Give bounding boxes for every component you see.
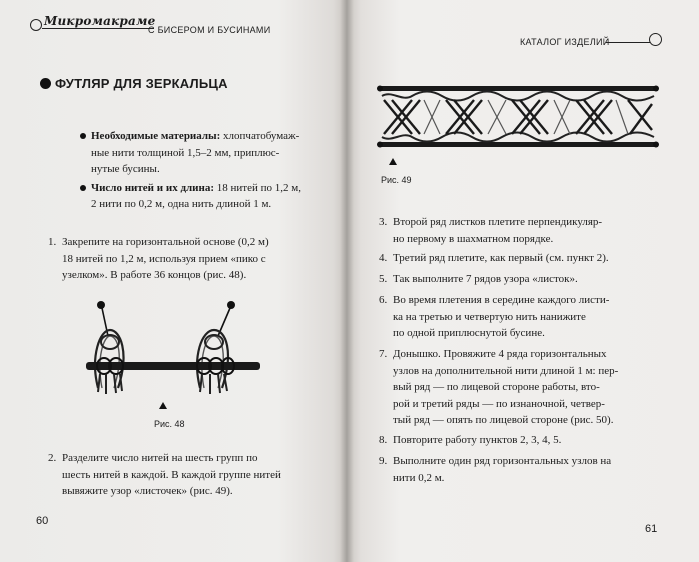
- title-bullet-icon: [40, 78, 51, 89]
- step-line: Третий ряд плетите, как первый (см. пункт 2).: [393, 252, 609, 264]
- threads-line: 18 нитей по 1,2 м,: [214, 181, 301, 194]
- figure-48-illustration: [80, 296, 270, 396]
- header-rule: [42, 28, 154, 29]
- step-7: [379, 346, 679, 429]
- page-title: [40, 76, 228, 91]
- figure-48-caption: Рис. 48: [154, 419, 185, 429]
- step-line: вывяжите узор «листочек» (рис. 49).: [62, 485, 233, 497]
- step-line: рой и третий ряды — по изнаночной, четвер-: [393, 397, 605, 410]
- series-subtitle: С БИСЕРОМ И БУСИНАМИ: [148, 25, 271, 35]
- bullet-icon: [80, 133, 86, 139]
- step-line: Закрепите на горизонтальной основе (0,2 м): [62, 236, 269, 248]
- step-number: 3.: [379, 216, 388, 228]
- header-rule: [606, 42, 650, 43]
- book-gutter: [340, 0, 354, 562]
- step-8: [379, 432, 679, 449]
- step-4: [379, 250, 679, 267]
- step-number: 2.: [48, 452, 57, 464]
- step-line: Выполните один ряд горизонтальных узлов на: [393, 455, 612, 467]
- step-number: 6.: [379, 294, 388, 306]
- step-2: [48, 450, 338, 500]
- step-number: 9.: [379, 455, 388, 467]
- step-line: шесть нитей в каждой. В каждой группе нитей: [62, 468, 281, 481]
- step-line: Разделите число нитей на шесть групп по: [62, 452, 258, 464]
- materials-line: ные нити толщиной 1,5–2 мм, приплюс-: [91, 146, 280, 159]
- header-circle-icon: [649, 33, 662, 46]
- section-title: КАТАЛОГ ИЗДЕЛИЙ: [520, 37, 610, 47]
- step-6: [379, 292, 679, 342]
- step-number: 4.: [379, 252, 388, 264]
- right-running-header: [520, 30, 670, 48]
- series-title: Микромакраме: [44, 14, 156, 28]
- step-line: вый ряд — по лицевой стороне работы, вто-: [393, 381, 600, 393]
- step-line: нити 0,2 м.: [393, 471, 445, 484]
- step-1: [48, 234, 338, 284]
- step-line: Повторите работу пунктов 2, 3, 4, 5.: [393, 434, 562, 446]
- step-number: 7.: [379, 348, 388, 360]
- step-line: тый ряд — опять по лицевой стороне (рис. 50).: [393, 414, 614, 426]
- step-3: [379, 214, 679, 247]
- step-line: Во время плетения в середине каждого листи-: [393, 294, 610, 306]
- step-number: 5.: [379, 273, 388, 285]
- left-page: [0, 0, 347, 562]
- bullet-icon: [80, 185, 86, 191]
- figure-49-caption: Рис. 49: [381, 175, 412, 185]
- step-9: [379, 453, 679, 486]
- step-line: узелком». В работе 36 концов (рис. 48).: [62, 269, 247, 281]
- left-page-number: 60: [36, 515, 49, 527]
- step-line: по одной приплюснутой бусине.: [393, 327, 545, 339]
- step-line: Донышко. Провяжите 4 ряда горизонтальных: [393, 348, 607, 360]
- figure-49-marker-icon: [389, 158, 397, 165]
- list-item: [80, 128, 332, 178]
- figure-49-illustration: [372, 82, 662, 152]
- left-running-header: [30, 16, 290, 40]
- right-page-number: 61: [645, 523, 658, 535]
- step-line: ка на третью и четвертую нить нанижите: [393, 310, 586, 323]
- step-line: Так выполните 7 рядов узора «листок».: [393, 273, 578, 285]
- step-line: Второй ряд листков плетите перпендикуляр-: [393, 216, 603, 228]
- materials-label: Необходимые материалы:: [91, 130, 221, 142]
- header-circle-icon: [30, 19, 42, 31]
- materials-line: нутые бусины.: [91, 163, 160, 175]
- step-line: узлов на дополнительной нити длиной 1 м: пер-: [393, 364, 619, 377]
- materials-list: [80, 128, 332, 215]
- step-line: 18 нитей по 1,2 м, используя прием «пико с: [62, 252, 266, 265]
- threads-label: Число нитей и их длина:: [91, 181, 215, 194]
- step-number: 8.: [379, 434, 388, 446]
- materials-line: хлопчатобумаж-: [220, 130, 300, 142]
- figure-48-marker-icon: [159, 402, 167, 409]
- threads-line: 2 нити по 0,2 м, одна нить длиной 1 м.: [91, 198, 272, 210]
- list-item: [80, 180, 332, 213]
- step-number: 1.: [48, 236, 57, 248]
- step-5: [379, 271, 679, 288]
- page-title-text: ФУТЛЯР ДЛЯ ЗЕРКАЛЬЦА: [55, 76, 228, 91]
- step-line: но первому в шахматном порядке.: [393, 232, 554, 245]
